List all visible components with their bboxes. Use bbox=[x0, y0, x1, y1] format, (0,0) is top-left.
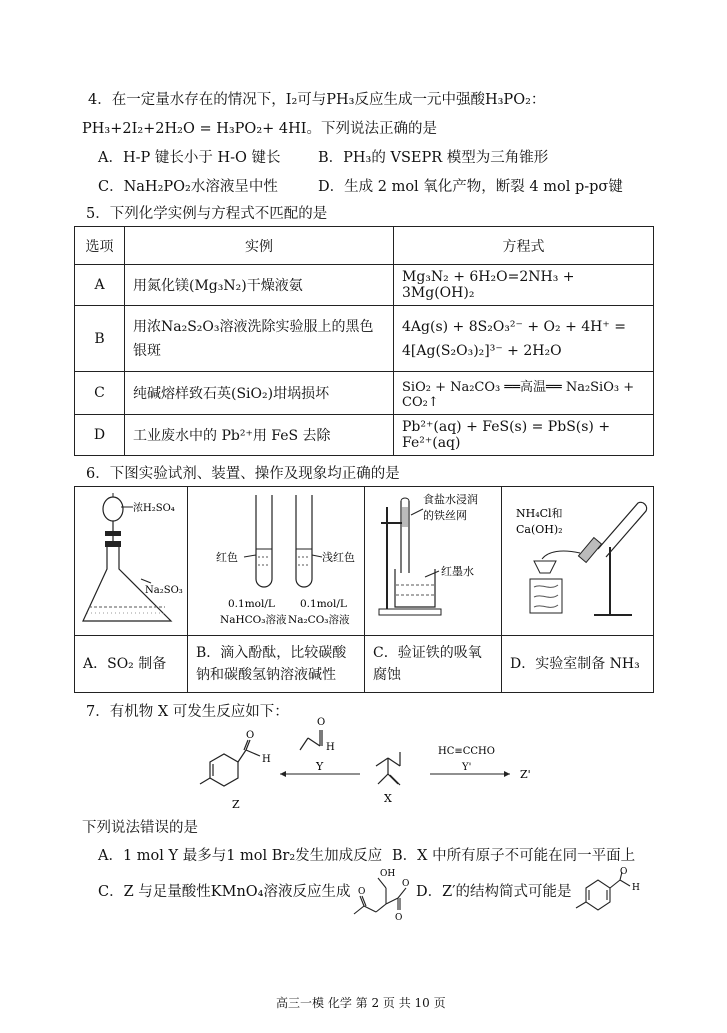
label-red-ink: 红墨水 bbox=[441, 565, 474, 578]
caption-b: B．滴入酚酞，比较碳酸钠和碳酸氢钠溶液碱性 bbox=[188, 636, 365, 693]
table-row bbox=[75, 415, 654, 456]
label-d-oxygen: O bbox=[620, 867, 628, 877]
apparatus-b-figure bbox=[188, 487, 364, 631]
label-o-1: O bbox=[358, 887, 366, 897]
label-d-hydrogen: H bbox=[632, 883, 640, 893]
table-row bbox=[75, 306, 654, 372]
row-option: A bbox=[75, 265, 125, 306]
q4-option-b: B．PH₃的 VSEPR 模型为三角锥形 bbox=[318, 150, 549, 166]
label-conc-1: 0.1mol/L bbox=[228, 598, 275, 610]
caption-c: C．验证铁的吸氧腐蚀 bbox=[365, 636, 502, 693]
q7-stem: 7．有机物 X 可发生反应如下： bbox=[86, 704, 289, 720]
label-nahco3: NaHCO₃溶液 bbox=[220, 614, 287, 626]
q4-equation: PH₃+2I₂+2H₂O = H₃PO₂+ 4HI。下列说法正确的是 bbox=[82, 121, 437, 137]
label-oh: OH bbox=[380, 869, 396, 879]
label-o-3: O bbox=[395, 913, 403, 923]
q7-prompt: 下列说法错误的是 bbox=[82, 820, 198, 836]
label-zprime: Z' bbox=[520, 768, 531, 781]
structure-z bbox=[200, 740, 260, 786]
row-option: C bbox=[75, 372, 125, 415]
label-conc-h2so4: 浓H₂SO₄ bbox=[133, 503, 175, 514]
q7-option-a: A．1 mol Y 最多与1 mol Br₂发生加成反应 bbox=[98, 848, 383, 864]
label-z-oxygen: O bbox=[246, 730, 255, 741]
col-header-equation: 方程式 bbox=[394, 227, 654, 265]
label-y-oxygen: O bbox=[317, 717, 326, 728]
label-conc-2: 0.1mol/L bbox=[300, 598, 347, 610]
label-na2so3: Na₂SO₃ bbox=[145, 585, 183, 596]
label-nh4cl: NH₄Cl和 bbox=[516, 507, 563, 520]
label-y: Y bbox=[316, 760, 324, 773]
option-c-structure bbox=[340, 864, 418, 928]
q4-option-a: A．H-P 键长小于 H-O 键长 bbox=[98, 150, 281, 166]
label-salt-mesh-2: 的铁丝网 bbox=[423, 509, 467, 522]
structure-x bbox=[376, 752, 400, 785]
q5-table bbox=[74, 226, 654, 456]
q7-option-c: C．Z 与足量酸性KMnO₄溶液反应生成 bbox=[98, 884, 351, 900]
label-reagent: HC≡CCHO bbox=[438, 746, 495, 757]
row-option: B bbox=[75, 306, 125, 372]
apparatus-a-figure bbox=[75, 487, 187, 631]
row-example: 工业废水中的 Pb²⁺用 FeS 去除 bbox=[125, 415, 394, 456]
table-row bbox=[75, 372, 654, 415]
label-na2co3: Na₂CO₃溶液 bbox=[288, 614, 350, 626]
label-z: Z bbox=[232, 798, 240, 811]
label-y-hydrogen: H bbox=[326, 742, 335, 753]
label-yprime: Y' bbox=[462, 762, 472, 773]
apparatus-d-cell bbox=[502, 487, 654, 636]
q7-option-b: B．X 中所有原子不可能在同一平面上 bbox=[392, 848, 636, 864]
row-equation: Pb²⁺(aq) + FeS(s) = PbS(s) + Fe²⁺(aq) bbox=[394, 415, 654, 456]
q4-stem: 4．在一定量水存在的情况下，I₂可与PH₃反应生成一元中强酸H₃PO₂： bbox=[88, 92, 546, 108]
apparatus-c-cell bbox=[365, 487, 502, 636]
q5-stem: 5．下列化学实例与方程式不匹配的是 bbox=[86, 206, 328, 222]
row-equation: Mg₃N₂ + 6H₂O=2NH₃ + 3Mg(OH)₂ bbox=[394, 265, 654, 306]
q4-option-c: C．NaH₂PO₂水溶液呈中性 bbox=[98, 179, 278, 195]
q6-table bbox=[74, 486, 654, 693]
row-example: 用浓Na₂S₂O₃溶液洗除实验服上的黑色银斑 bbox=[125, 306, 394, 372]
row-example: 纯碱熔样致石英(SiO₂)坩埚损坏 bbox=[125, 372, 394, 415]
table-header-row bbox=[75, 227, 654, 265]
option-d-structure bbox=[572, 866, 652, 916]
label-x: X bbox=[384, 792, 392, 805]
apparatus-d-figure bbox=[502, 487, 652, 631]
q7-option-d: D．Z′的结构简式可能是 bbox=[416, 884, 572, 900]
table-row bbox=[75, 265, 654, 306]
q4-option-d: D．生成 2 mol 氧化产物，断裂 4 mol p-pσ键 bbox=[318, 179, 623, 195]
apparatus-b-cell bbox=[188, 487, 365, 636]
row-equation: SiO₂ + Na₂CO₃ ══高温══ Na₂SiO₃ + CO₂↑ bbox=[394, 372, 654, 415]
label-o-2: O bbox=[402, 879, 410, 889]
label-z-hydrogen: H bbox=[262, 754, 271, 765]
label-light-red: 浅红色 bbox=[322, 551, 355, 564]
label-caoh2: Ca(OH)₂ bbox=[516, 523, 563, 536]
row-example: 用氮化镁(Mg₃N₂)干燥液氨 bbox=[125, 265, 394, 306]
structure-y bbox=[300, 730, 322, 750]
row-equation: 4Ag(s) + 8S₂O₃²⁻ + O₂ + 4H⁺ = 4[Ag(S₂O₃)₂]³⁻ + 2H₂O bbox=[394, 306, 654, 372]
q6-stem: 6．下图实验试剂、装置、操作及现象均正确的是 bbox=[86, 466, 400, 482]
col-header-example: 实例 bbox=[125, 227, 394, 265]
page-footer: 高三一模 化学 第 2 页 共 10 页 bbox=[276, 996, 446, 1010]
col-header-option: 选项 bbox=[75, 227, 125, 265]
apparatus-c-figure bbox=[365, 487, 501, 631]
label-salt-mesh-1: 食盐水浸润 bbox=[423, 493, 478, 506]
label-red: 红色 bbox=[216, 551, 238, 564]
caption-a: A．SO₂ 制备 bbox=[75, 636, 188, 693]
row-option: D bbox=[75, 415, 125, 456]
apparatus-a-cell bbox=[75, 487, 188, 636]
caption-d: D．实验室制备 NH₃ bbox=[502, 636, 654, 693]
q7-reaction-scheme bbox=[180, 712, 560, 816]
